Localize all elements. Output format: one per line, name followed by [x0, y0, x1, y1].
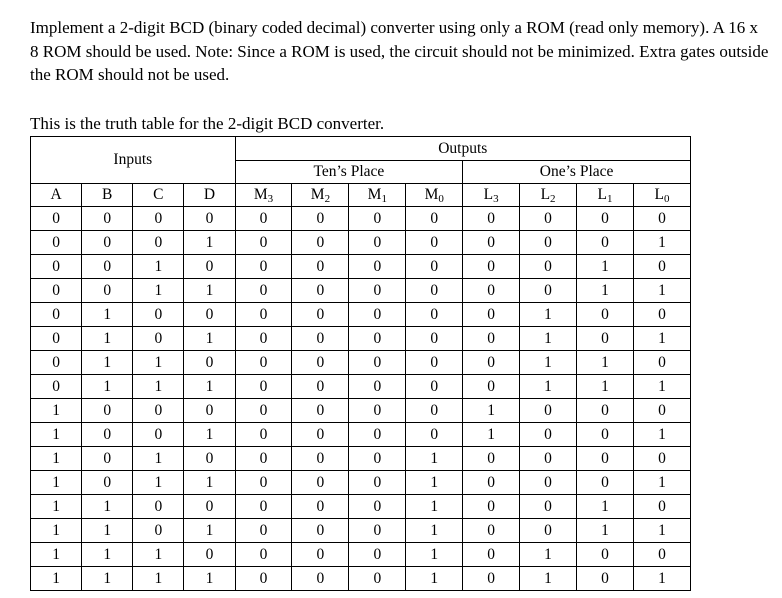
table-cell: 0	[82, 207, 133, 231]
table-cell: 1	[406, 447, 463, 471]
column-header-subscript: 2	[550, 193, 556, 206]
table-cell: 0	[184, 303, 235, 327]
table-cell: 1	[633, 471, 690, 495]
column-header-label: L	[597, 186, 607, 204]
table-cell: 0	[577, 447, 634, 471]
column-header	[235, 184, 292, 207]
table-cell: 0	[349, 351, 406, 375]
table-cell: 0	[235, 399, 292, 423]
table-cell: 0	[31, 255, 82, 279]
table-cell: 1	[633, 375, 690, 399]
table-cell: 0	[184, 399, 235, 423]
table-cell: 1	[406, 567, 463, 591]
table-cell: 0	[235, 471, 292, 495]
table-cell: 0	[633, 207, 690, 231]
table-cell: 0	[235, 255, 292, 279]
table-cell: 0	[406, 303, 463, 327]
column-header-subscript: 0	[663, 193, 670, 206]
table-cell: 0	[235, 375, 292, 399]
table-cell: 1	[577, 495, 634, 519]
table-cell: 0	[577, 567, 634, 591]
table-cell: 0	[463, 567, 520, 591]
table-cell: 0	[235, 447, 292, 471]
table-cell: 0	[463, 327, 520, 351]
table-cell: 1	[31, 423, 82, 447]
table-cell: 0	[133, 399, 184, 423]
table-cell: 0	[133, 423, 184, 447]
column-header-label: C	[153, 186, 164, 204]
table-cell: 0	[349, 399, 406, 423]
table-cell: 0	[463, 231, 520, 255]
table-cell: 0	[577, 543, 634, 567]
table-cell: 0	[31, 207, 82, 231]
table-cell: 1	[82, 567, 133, 591]
table-cell: 0	[520, 279, 577, 303]
table-cell: 0	[235, 207, 292, 231]
table-cell: 0	[133, 495, 184, 519]
table-row	[31, 351, 691, 375]
table-cell: 1	[406, 519, 463, 543]
table-cell: 0	[463, 207, 520, 231]
table-cell: 1	[82, 543, 133, 567]
inputs-header: Inputs	[31, 137, 236, 184]
table-cell: 0	[235, 351, 292, 375]
table-cell: 1	[133, 351, 184, 375]
column-header-label: M	[253, 186, 268, 204]
table-cell: 1	[31, 447, 82, 471]
column-header-subscript: 1	[606, 193, 613, 206]
table-cell: 1	[577, 351, 634, 375]
table-cell: 0	[235, 495, 292, 519]
table-row	[31, 279, 691, 303]
table-cell: 0	[349, 303, 406, 327]
table-row	[31, 471, 691, 495]
table-cell: 1	[133, 255, 184, 279]
table-cell: 0	[349, 327, 406, 351]
table-cell: 0	[292, 207, 349, 231]
table-cell: 0	[235, 303, 292, 327]
table-cell: 0	[520, 423, 577, 447]
table-cell: 0	[235, 231, 292, 255]
table-cell: 0	[463, 471, 520, 495]
table-cell: 1	[520, 375, 577, 399]
table-cell: 0	[184, 207, 235, 231]
table-cell: 0	[463, 495, 520, 519]
table-cell: 1	[184, 519, 235, 543]
table-cell: 1	[406, 471, 463, 495]
table-cell: 1	[577, 519, 634, 543]
table-cell: 0	[577, 327, 634, 351]
table-cell: 0	[463, 255, 520, 279]
table-row	[31, 375, 691, 399]
table-cell: 1	[184, 471, 235, 495]
truth-table	[30, 136, 691, 591]
column-header-label: L	[483, 186, 494, 204]
table-cell: 0	[133, 303, 184, 327]
table-cell: 1	[31, 471, 82, 495]
table-cell: 0	[82, 423, 133, 447]
table-cell: 0	[184, 495, 235, 519]
table-cell: 1	[133, 567, 184, 591]
table-cell: 1	[82, 519, 133, 543]
table-cell: 0	[349, 447, 406, 471]
outputs-header: Outputs	[235, 137, 690, 161]
table-cell: 0	[520, 495, 577, 519]
column-header	[292, 184, 349, 207]
table-cell: 1	[31, 519, 82, 543]
table-cell: 0	[31, 327, 82, 351]
table-cell: 0	[520, 447, 577, 471]
table-row	[31, 543, 691, 567]
table-caption: This is the truth table for the 2-digit BCD converter.	[30, 114, 385, 133]
table-cell: 0	[292, 327, 349, 351]
table-cell: 0	[235, 327, 292, 351]
table-row	[31, 495, 691, 519]
table-cell: 0	[520, 207, 577, 231]
table-cell: 0	[235, 279, 292, 303]
table-cell: 0	[577, 303, 634, 327]
column-header	[520, 184, 577, 207]
column-header	[349, 184, 406, 207]
column-header-subscript: 1	[381, 193, 387, 206]
table-cell: 0	[82, 399, 133, 423]
column-header	[577, 184, 634, 207]
table-cell: 0	[463, 303, 520, 327]
table-cell: 0	[82, 447, 133, 471]
table-cell: 0	[349, 375, 406, 399]
table-row	[31, 567, 691, 591]
ones-place-header: One’s Place	[463, 161, 691, 184]
table-cell: 0	[577, 423, 634, 447]
table-row	[31, 447, 691, 471]
table-cell: 1	[82, 303, 133, 327]
table-cell: 0	[520, 471, 577, 495]
table-cell: 0	[31, 231, 82, 255]
table-cell: 0	[133, 519, 184, 543]
table-cell: 0	[82, 471, 133, 495]
table-cell: 0	[577, 207, 634, 231]
table-cell: 0	[349, 423, 406, 447]
table-cell: 0	[31, 351, 82, 375]
table-cell: 0	[633, 447, 690, 471]
table-cell: 1	[82, 495, 133, 519]
table-cell: 1	[31, 399, 82, 423]
table-cell: 0	[633, 303, 690, 327]
table-row	[31, 303, 691, 327]
table-cell: 0	[406, 231, 463, 255]
table-cell: 0	[235, 543, 292, 567]
table-cell: 1	[520, 543, 577, 567]
table-cell: 0	[235, 519, 292, 543]
table-cell: 1	[520, 351, 577, 375]
table-cell: 1	[633, 231, 690, 255]
table-cell: 1	[633, 567, 690, 591]
table-cell: 0	[349, 207, 406, 231]
table-cell: 0	[406, 279, 463, 303]
table-row	[31, 231, 691, 255]
table-cell: 0	[406, 375, 463, 399]
column-header	[31, 184, 82, 207]
table-cell: 1	[184, 279, 235, 303]
tens-place-header: Ten’s Place	[235, 161, 463, 184]
table-cell: 0	[292, 351, 349, 375]
table-cell: 0	[82, 231, 133, 255]
table-cell: 1	[133, 543, 184, 567]
table-row	[31, 519, 691, 543]
column-header-subscript: 2	[324, 193, 331, 206]
table-cell: 1	[31, 543, 82, 567]
column-header	[406, 184, 463, 207]
table-cell: 1	[133, 279, 184, 303]
table-cell: 0	[184, 447, 235, 471]
column-header	[633, 184, 690, 207]
table-row	[31, 255, 691, 279]
table-cell: 0	[31, 375, 82, 399]
table-cell: 0	[292, 375, 349, 399]
column-header-subscript: 3	[267, 193, 274, 206]
table-row	[31, 207, 691, 231]
table-cell: 0	[292, 471, 349, 495]
table-cell: 0	[406, 399, 463, 423]
table-cell: 0	[292, 495, 349, 519]
table-cell: 0	[520, 255, 577, 279]
table-cell: 0	[31, 279, 82, 303]
table-cell: 1	[406, 543, 463, 567]
table-row	[31, 399, 691, 423]
table-cell: 0	[292, 423, 349, 447]
column-header-label: M	[367, 186, 382, 204]
table-cell: 0	[292, 519, 349, 543]
table-cell: 0	[633, 495, 690, 519]
table-cell: 1	[133, 471, 184, 495]
column-header-row	[31, 184, 691, 207]
table-cell: 0	[133, 231, 184, 255]
table-cell: 1	[133, 447, 184, 471]
table-cell: 0	[292, 303, 349, 327]
problem-statement: Implement a 2-digit BCD (binary coded decimal) converter using only a ROM (read only memory). A 16 x 8 ROM should be used. Note: Since a ROM is used, the circuit should not be minimized. Extra gates outside the ROM should not be used.	[30, 18, 769, 84]
table-cell: 1	[184, 327, 235, 351]
table-cell: 1	[520, 567, 577, 591]
table-cell: 0	[349, 495, 406, 519]
table-cell: 0	[292, 279, 349, 303]
column-header-label: L	[654, 186, 664, 204]
table-cell: 1	[406, 495, 463, 519]
table-cell: 0	[463, 447, 520, 471]
table-cell: 1	[577, 375, 634, 399]
table-cell: 0	[349, 231, 406, 255]
table-cell: 0	[633, 543, 690, 567]
table-cell: 0	[292, 447, 349, 471]
column-header-subscript: 0	[438, 193, 444, 206]
table-cell: 0	[184, 351, 235, 375]
table-cell: 0	[292, 543, 349, 567]
table-cell: 1	[184, 423, 235, 447]
table-cell: 0	[82, 279, 133, 303]
table-cell: 1	[184, 231, 235, 255]
table-cell: 0	[577, 471, 634, 495]
table-cell: 1	[133, 375, 184, 399]
table-row	[31, 327, 691, 351]
table-cell: 1	[577, 279, 634, 303]
table-cell: 0	[463, 351, 520, 375]
table-cell: 0	[520, 399, 577, 423]
column-header	[463, 184, 520, 207]
table-cell: 1	[184, 567, 235, 591]
column-header-label: D	[203, 186, 216, 204]
table-cell: 1	[31, 495, 82, 519]
table-cell: 0	[577, 231, 634, 255]
table-cell: 0	[349, 279, 406, 303]
table-cell: 0	[349, 255, 406, 279]
table-cell: 1	[577, 255, 634, 279]
table-cell: 0	[82, 255, 133, 279]
table-cell: 1	[82, 327, 133, 351]
table-cell: 0	[31, 303, 82, 327]
table-cell: 0	[520, 519, 577, 543]
table-cell: 1	[520, 303, 577, 327]
table-cell: 0	[463, 375, 520, 399]
column-header-label: M	[310, 186, 325, 204]
table-cell: 1	[633, 327, 690, 351]
column-header-label: A	[50, 186, 62, 204]
table-cell: 1	[82, 375, 133, 399]
table-cell: 0	[406, 423, 463, 447]
table-cell: 0	[406, 255, 463, 279]
table-cell: 0	[633, 399, 690, 423]
column-header-subscript: 3	[493, 193, 499, 206]
table-cell: 0	[406, 207, 463, 231]
table-cell: 0	[292, 231, 349, 255]
column-header-label: B	[102, 186, 113, 204]
table-cell: 0	[292, 255, 349, 279]
table-cell: 0	[349, 543, 406, 567]
table-cell: 1	[633, 423, 690, 447]
table-row	[31, 423, 691, 447]
table-cell: 0	[633, 255, 690, 279]
table-cell: 0	[133, 327, 184, 351]
table-cell: 0	[463, 543, 520, 567]
table-cell: 0	[349, 519, 406, 543]
table-cell: 0	[349, 567, 406, 591]
table-cell: 0	[463, 519, 520, 543]
table-cell: 0	[184, 255, 235, 279]
table-cell: 1	[184, 375, 235, 399]
table-cell: 0	[463, 279, 520, 303]
table-cell: 0	[577, 399, 634, 423]
table-cell: 0	[633, 351, 690, 375]
column-header	[133, 184, 184, 207]
table-cell: 0	[406, 351, 463, 375]
table-cell: 1	[633, 279, 690, 303]
table-cell: 0	[406, 327, 463, 351]
table-cell: 0	[292, 399, 349, 423]
column-header	[82, 184, 133, 207]
table-cell: 1	[463, 399, 520, 423]
table-cell: 1	[520, 327, 577, 351]
table-cell: 1	[31, 567, 82, 591]
table-cell: 0	[292, 567, 349, 591]
table-cell: 0	[349, 471, 406, 495]
table-cell: 1	[463, 423, 520, 447]
table-cell: 1	[633, 519, 690, 543]
column-header-label: L	[540, 186, 551, 204]
table-cell: 0	[235, 423, 292, 447]
table-cell: 0	[520, 231, 577, 255]
column-header-label: M	[424, 186, 439, 204]
table-cell: 0	[235, 567, 292, 591]
column-header	[184, 184, 235, 207]
table-cell: 0	[184, 543, 235, 567]
table-cell: 1	[82, 351, 133, 375]
table-cell: 0	[133, 207, 184, 231]
